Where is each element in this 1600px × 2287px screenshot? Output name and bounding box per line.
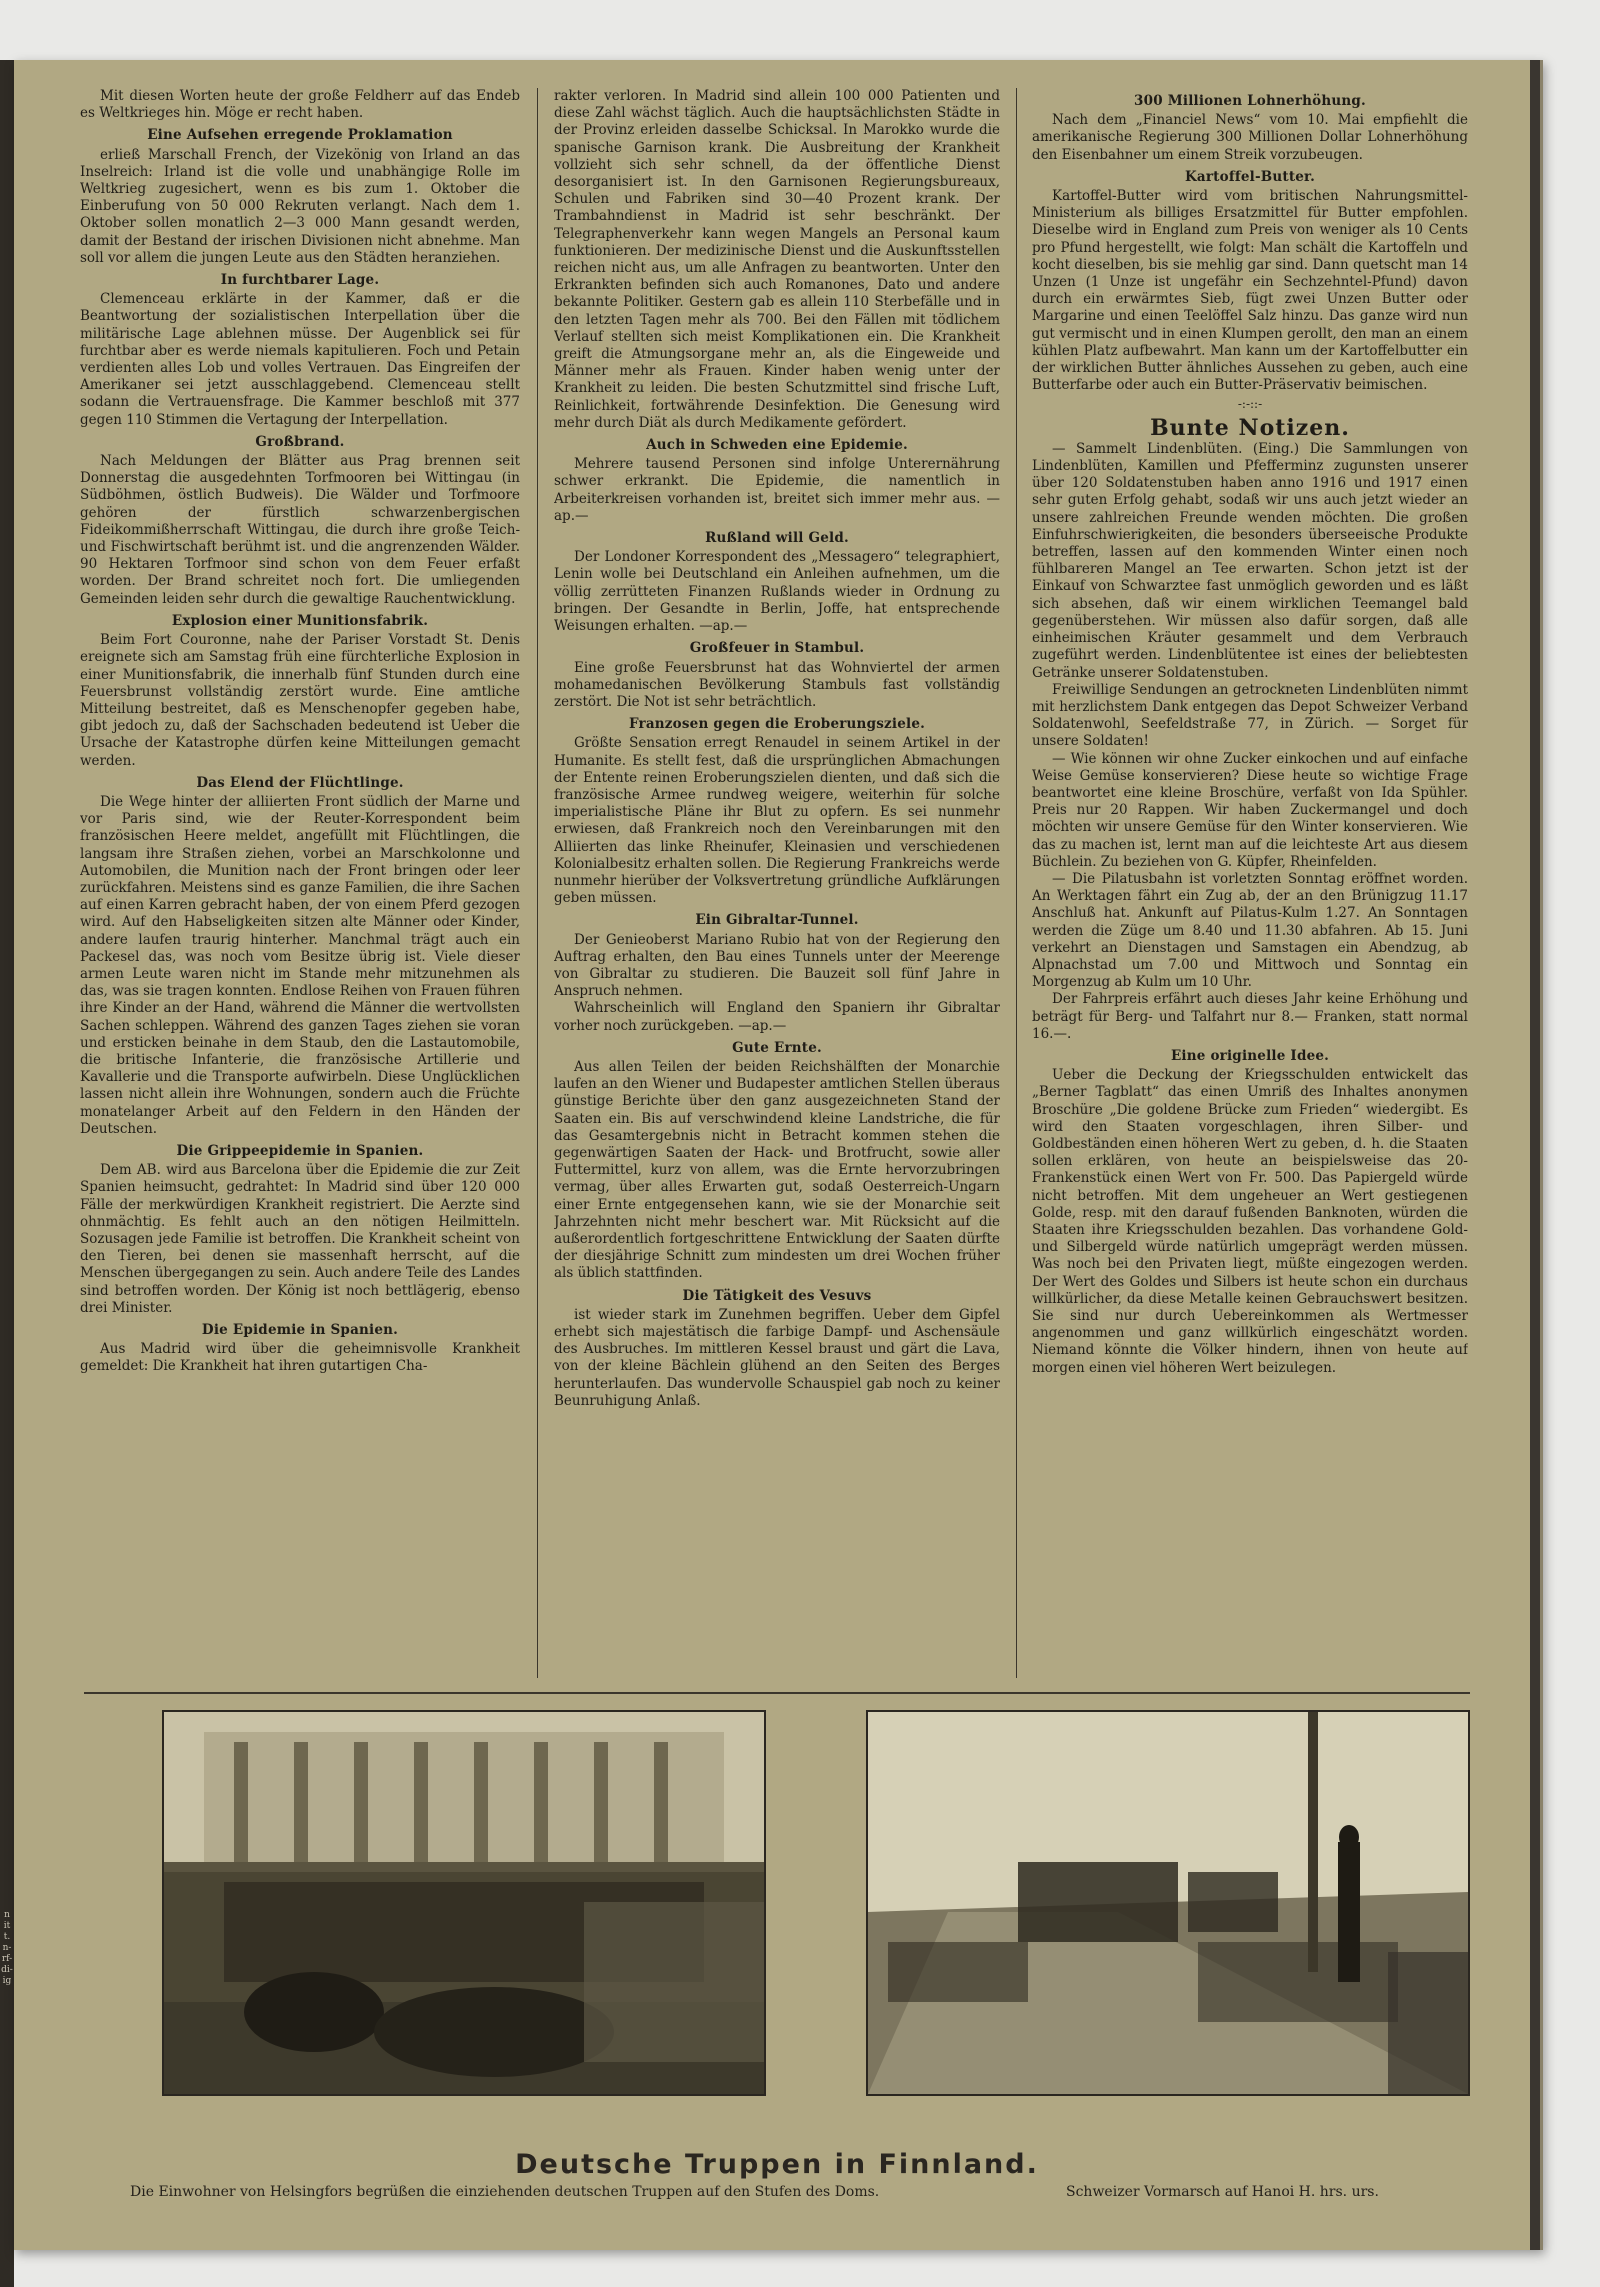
article-headline: Rußland will Geld. <box>705 530 849 547</box>
article-body: erließ Marschall French, der Vizekönig von Irland an das Inselreich: Irland ist die volle und unabhängige Rolle im Weltkrieg zugesichert, wenn es bis zum 1. Oktober die Einberufung von 50 000 Rekruten verlangt. Nach dem 1. Oktober sollen monatlich 2—3 000 Mann gesandt werden, damit der Bestand der irischen Divisionen nicht abnehme. Man soll vor allem die jungen Leute aus den Städten heranziehen. <box>80 146 520 266</box>
notice-body: — Sammelt Lindenblüten. (Eing.) Die Sammlungen von Lindenblüten, Kamillen und Pfefferminz zugunsten unserer über 120 Soldatenstuben haben anno 1916 und 1917 einen sehr guten Erfolg gehabt, sodaß wir uns auch jetzt wieder an unsere zahlreichen Freunde wenden möchten. Die großen Einfuhrschwierigkeiten, die besonders überseeische Produkte betreffen, lassen auf den kommenden Winter einen noch fühlbareren Mangel an Tee erwarten. Schon jetzt ist der Einkauf von Schwarztee fast unmöglich geworden und es läßt sich absehen, daß wir einem wirklichen Teemangel bald gegenüberstehen. Wir müssen also dafür sorgen, daß alle einheimischen Kräuter gesammelt und dem Verbrauch zugeführt werden. Lindenblütentee ist eines der beliebtesten Getränke unserer Soldatenstuben. <box>1032 440 1468 681</box>
article-headline: Die Epidemie in Spanien. <box>201 1322 399 1339</box>
column-1 <box>80 88 520 1678</box>
article-body: Beim Fort Couronne, nahe der Pariser Vorstadt St. Denis ereignete sich am Samstag früh eine fürchterliche Explosion in einer Munitionsfabrik, die innerhalb fünf Stunden durch eine Feuersbrunst vollständig zerstört wurde. Eine amtliche Mitteilung bestreitet, daß es Menschenopfer gegeben habe, gibt jedoch zu, daß der Sachschaden bedeutend ist Ueber die Ursache der Katastrophe dürfen keine Mitteilungen gemacht werden. <box>80 632 520 769</box>
article-body: ist wieder stark im Zunehmen begriffen. Ueber dem Gipfel erhebt sich majestätisch die farbige Dampf- und Aschensäule des Ausbruches. Im mittleren Kessel braust und gärt die Lava, von der kleine Bächlein glühend an den Seiten des Berges herunterlaufen. Das wundervolle Schauspiel gab noch zu keiner Beunruhigung Anlaß. <box>554 1306 1000 1409</box>
article-continuation: rakter verloren. In Madrid sind allein 100 000 Patienten und diese Zahl wächst täglich. Auch die hauptsächlichsten Städte in der Provinz erleiden dasselbe Schicksal. In Marokko wurde die spanische Garnison krank. Die Ausbreitung der Krankheit vollzieht sich sehr schnell, da der öffentliche Dienst desorganisiert ist. In den Garnisonen Regierungsbureaux, Schulen und Fabriken sind 30—40 Prozent krank. Der Trambahndienst in Madrid ist sehr beschränkt. Der Telegraphenverkehr kann wegen Mangels an Personal kaum funktionieren. Der medizinische Dienst und die Auskunftsstellen reichen nicht aus, um alle Anfragen zu beantworten. Unter den Erkrankten befinden sich auch Romanones, Dato und andere bekannte Politiker. Gestern gab es allein 110 Sterbefälle und in den letzten Tagen mehr als 700. Bei den Fällen mit tödlichem Verlauf stellten sich meist Komplikationen ein. Die Krankheit greift die Atmungsorgane mehr an, als die Eingeweide und Männer mehr als Frauen. Kinder haben wenig unter der Krankheit zu leiden. Die besten Schutzmittel sind frische Luft, Reinlichkeit, fortwährende Desinfektion. Die Genesung wird mehr durch Diät als durch Medikamente gefördert. <box>554 88 1000 431</box>
article-body: Wahrscheinlich will England den Spaniern ihr Gibraltar vorher noch zurückgeben. —ap.— <box>554 1000 1000 1034</box>
article-body: Nach dem „Financiel News“ vom 10. Mai empfiehlt die amerikanische Regierung 300 Millionen Dollar Lohnerhöhung den Eisenbahner um einem Streik vorzubeugen. <box>1032 112 1468 163</box>
notice-body: — Die Pilatusbahn ist vorletzten Sonntag eröffnet worden. An Werktagen fährt ein Zug ab, der an den Brünigzug 11.17 Anschluß hat. Ankunft auf Pilatus-Kulm 1.27. An Sonntagen werden die Züge um 8.40 und 11.30 abfahren. Ab 15. Juni verkehrt an Dienstagen und Samstagen ein Abendzug, ab Alpnachstad um 7.00 und Mittwoch und Sonntag ein Morgenzug ab Kulm um 10 Uhr. <box>1032 870 1468 991</box>
article-body: Der Genieoberst Mariano Rubio hat von der Regierung den Auftrag erhalten, den Bau eines Tunnels unter der Meerenge von Gibraltar zu studieren. Die Bauzeit soll fünf Jahre in Anspruch nehmen. <box>554 931 1000 1000</box>
article-headline: Franzosen gegen die Eroberungsziele. <box>628 716 926 733</box>
article-headline: Auch in Schweden eine Epidemie. <box>646 437 908 454</box>
article-body: Dem AB. wird aus Barcelona über die Epidemie die zur Zeit Spanien heimsucht, gedrahtet: In Madrid sind über 120 000 Fälle der merkwürdigen Krankheit registriert. Die Aerzte sind ohnmächtig. Es fehlt auch an den nötigen Heilmitteln. Sozusagen jede Familie ist betroffen. Die Krankheit scheint von den Tieren, bei denen sie massenhaft herrscht, auf die Menschen übergegangen zu sein. Auch andere Teile des Landes sind betroffen worden. Der König ist noch bettlägerig, ebenso drei Minister. <box>80 1162 520 1316</box>
article-headline: Großbrand. <box>255 433 345 450</box>
column-rule <box>537 88 538 1678</box>
column-rule <box>1016 88 1017 1678</box>
section-heading: Bunte Notizen. <box>1150 414 1350 441</box>
article-headline: 300 Millionen Lohnerhöhung. <box>1134 93 1366 109</box>
article-headline: Eine Aufsehen erregende Proklamation <box>147 127 453 144</box>
photo-section-rule <box>84 1692 1470 1694</box>
article-body: Ueber die Deckung der Kriegsschulden entwickelt das „Berner Tagblatt“ das einen Umriß des Inhaltes anonymen Broschüre „Die goldene Brücke zum Frieden“ wiedergibt. Es wird den Staaten vorgeschlagen, ihren Silber- und Goldbeständen einen höheren Wert zu geben, d. h. die Staaten sollen erklären, von heute an beispielsweise das 20-Frankenstück einen Wert von Fr. 500. Das Papiergeld würde nicht betroffen. Mit dem ungeheuer an Wert gestiegenen Golde, resp. mit den darauf fußenden Banknoten, würden die Staaten ihre Kriegsschulden bezahlen. Das vorhandene Gold- und Silbergeld würde natürlich umgeprägt werden müssen. Was noch bei den Privaten liegt, müßte eingezogen werden. Der Wert des Goldes und Silbers ist heute schon ein durchaus willkürlicher, da diese Metalle keinen Gebrauchswert besitzen. Sie sind nur durch Uebereinkommen als Wertmesser angenommen und ganz willkürlich eingeschätzt worden. Niemand könnte die Völker hindern, ihnen von heute auf morgen einen viel höheren Wert beizulegen. <box>1032 1067 1468 1376</box>
article-headline: Eine originelle Idee. <box>1170 1047 1330 1064</box>
article-headline: Die Tätigkeit des Vesuvs <box>682 1287 872 1304</box>
column-2 <box>554 88 1000 1678</box>
article-body: Der Londoner Korrespondent des „Messagero“ telegraphiert, Lenin wolle bei Deutschland ein Anleihen aufnehmen, um die völlig zerrütteten Finanzen Rußlands wieder in Ordnung zu bringen. Der Gesandte in Berlin, Joffe, hat entsprechende Weisungen erhalten. —ap.— <box>554 549 1000 635</box>
article-headline: Gute Ernte. <box>732 1039 822 1056</box>
article-body: Die Wege hinter der alliierten Front südlich der Marne und vor Paris sind, wie der Reuter-Korrespondent beim französischen Heere meldet, angefüllt mit Flüchtlingen, die langsam ihre Straßen ziehen, vorbei an Marschkolonne und Automobilen, die Munition nach der Front bringen oder leer zurückfahren. Meistens sind es ganze Familien, die ihre Sachen auf einen Karren gebracht haben, der von einem Pferd gezogen wird. Auf den Habseligkeiten sitzen alte Männer oder Kinder, andere laufen traurig hinterher. Manchmal trägt auch ein Packesel das, was noch vom Besitze übrig ist. Viele dieser armen Leute waren nicht im Stande mehr mitzunehmen als das, was sie tragen konnten. Endlose Reihen von Frauen führen ihre Kinder an der Hand, während die Männer die wertvollsten Sachen schleppen. Während des ganzen Tages ziehen sie voran und ersticken beinahe in dem Staub, den die Lastautomobile, die britische Infanterie, die französische Artillerie und Kavallerie und die Transporte aufwirbeln. Diese Unglücklichen lassen nicht allein ihre Wohnungen, sondern auch die Früchte monatelanger Arbeit auf den Feldern in den Händen der Deutschen. <box>80 793 520 1137</box>
photo-caption-left: Die Einwohner von Helsingfors begrüßen die einziehenden deutschen Truppen auf den Stufen des Doms. <box>130 2184 880 2200</box>
article-headline: Kartoffel-Butter. <box>1184 168 1316 185</box>
article-body: Kartoffel-Butter wird vom britischen Nahrungsmittel-Ministerium als billiges Ersatzmittel für Butter empfohlen. Dieselbe wird in England zum Preis von weniger als 10 Cents pro Pfund hergestellt, wie folgt: Man schält die Kartoffeln und kocht dieselben, bis sie mehlig gar sind. Dann quetscht man 14 Unzen (1 Unze ist ungefähr ein Sechzehntel-Pfund) davon durch ein erwärmtes Sieb, fügt zwei Unzen Butter oder Margarine und einen Teelöffel Salz hinzu. Das ganze wird nun gut vermischt und in einen Klumpen gerollt, den man an einem kühlen Platz aufbewahrt. Man kann um der Kartoffelbutter ein der wirklichen Butter ähnliches Aussehen zu geben, auch eine Butterfarbe oder auch ein Butter-Präservativ beimischen. <box>1032 188 1468 394</box>
article-headline: Großfeuer in Stambul. <box>689 640 865 657</box>
article-body: Eine große Feuersbrunst hat das Wohnviertel der armen mohamedanischen Bevölkerung Stambuls fast vollständig zerstört. Die Not ist sehr beträchtlich. <box>554 659 1000 710</box>
article-body: Aus allen Teilen der beiden Reichshälften der Monarchie laufen an den Wiener und Budapester amtlichen Stellen überaus günstige Berichte über den ganz ausgezeichneten Stand der Saaten ein. Bis auf verschwindend kleine Landstriche, die für das Gesamtergebnis nicht in Betracht kommen stehen die gegenwärtigen Saaten der Hack- und Brotfrucht, sowie aller Futtermittel, kurz von allem, was die Ernte hervorzubringen vermag, über alles Erwarten gut, sodaß Oesterreich-Ungarn einer Ernte entgegensehen kann, wie sie der Monarchie seit Jahrzehnten nicht mehr beschert war. Mit Rücksicht auf die außerordentlich fortgeschrittene Entwicklung der Saaten dürfte der diesjährige Schnitt zum mindesten um drei Wochen früher als üblich stattfinden. <box>554 1058 1000 1282</box>
section-ornament: -:-::- <box>1237 397 1263 412</box>
notice-body: Der Fahrpreis erfährt auch dieses Jahr keine Erhöhung und beträgt für Berg- und Talfahrt nur 8.— Franken, statt normal 16.—. <box>1032 991 1468 1042</box>
photo-troops-helsingfors <box>162 1710 766 2096</box>
photo-troops-march <box>866 1710 1470 2096</box>
article-headline: Die Grippeepidemie in Spanien. <box>176 1142 424 1159</box>
article-body: Clemenceau erklärte in der Kammer, daß er die Beantwortung der sozialistischen Interpellation über die militärische Lage ablehnen müsse. Der Augenblick sei für furchtbar aber es werde niemals kapitulieren. Foch und Petain verdienten alles Lob und volles Vertrauen. Das Eingreifen der Amerikaner sei jetzt ausschlaggebend. Clemenceau stellt sodann die Vertrauensfrage. Die Kammer beschloß mit 377 gegen 110 Stimmen die Vertagung der Interpellation. <box>80 291 520 428</box>
article-body: Aus Madrid wird über die geheimnisvolle Krankheit gemeldet: Die Krankheit hat ihren gutartigen Cha- <box>80 1341 520 1375</box>
article-body: Größte Sensation erregt Renaudel in seinem Artikel in der Humanite. Es stellt fest, daß die ursprünglichen Abmachungen der Entente reinen Eroberungszielen dienten, und daß sich die französische Armee rundweg weigere, weiterhin für solche imperialistische Pläne ihr Blut zu opfern. Es sei nunmehr erwiesen, daß Frankreich noch den Vereinbarungen mit den Alliierten das linke Rheinufer, Kleinasien und verschiedenen Kolonialbesitz erhalten sollen. Die Regierung Frankreichs werde nunmehr hierüber der Volksvertretung gründliche Aufklärungen geben müssen. <box>554 735 1000 907</box>
article-headline: In furchtbarer Lage. <box>220 272 380 289</box>
text-columns <box>80 88 1468 1678</box>
photo-section-title: Deutsche Truppen in Finnland. <box>515 2149 1039 2180</box>
photo-caption-right: Schweizer Vormarsch auf Hanoi H. hrs. urs. <box>1066 2184 1379 2200</box>
column-3 <box>1032 88 1468 1678</box>
notice-body: Freiwillige Sendungen an getrockneten Lindenblüten nimmt mit herzlichstem Dank entgegen das Depot Schweizer Verband Soldatenwohl, Seefeldstraße 77, in Zürich. — Sorget für unsere Soldaten! <box>1032 681 1468 750</box>
article-headline: Ein Gibraltar-Tunnel. <box>695 912 859 929</box>
article-body: Mehrere tausend Personen sind infolge Unterernährung schwer erkrankt. Die Epidemie, die namentlich in Arbeiterkreisen vorhanden ist, breitet sich immer mehr aus. —ap.— <box>554 456 1000 524</box>
article-intro: Mit diesen Worten heute der große Feldherr auf das Endeb es Weltkrieges hin. Möge er recht haben. <box>80 88 520 122</box>
article-headline: Explosion einer Munitionsfabrik. <box>171 612 429 629</box>
article-body: Nach Meldungen der Blätter aus Prag brennen seit Donnerstag die ausgedehnten Torfmooren bei Wittingau (in Südböhmen, östlich Budweis). Die Wälder und Torfmoore gehören der fürstlich schwarzenbergischen Fideikommißherrschaft Wittingau, die durch ihre große Teich- und Fischwirtschaft berühmt ist. und die angrenzenden Wälder. 90 Hektaren Torfmoor sind schon von dem Feuer erfaßt worden. Der Brand schreitet noch fort. Die umliegenden Gemeinden leiden sehr durch die gewaltige Rauchentwicklung. <box>80 453 520 607</box>
margin-edge-text: n it t. n- rf- di- ig <box>1 1910 13 1986</box>
article-headline: Das Elend der Flüchtlinge. <box>196 774 404 791</box>
notice-body: — Wie können wir ohne Zucker einkochen und auf einfache Weise Gemüse konservieren? Diese heute so wichtige Frage beantwortet eine kleine Broschüre, verfaßt von Ida Spühler. Preis nur 20 Rappen. Wir haben Zuckermangel und doch möchten wir unsere Gemüse für den Winter konservieren. Wie das zu machen ist, lernt man auf die leichteste Art aus diesem Büchlein. Zu beziehen von G. Küpfer, Rheinfelden. <box>1032 750 1468 870</box>
newspaper-page <box>14 60 1543 2250</box>
